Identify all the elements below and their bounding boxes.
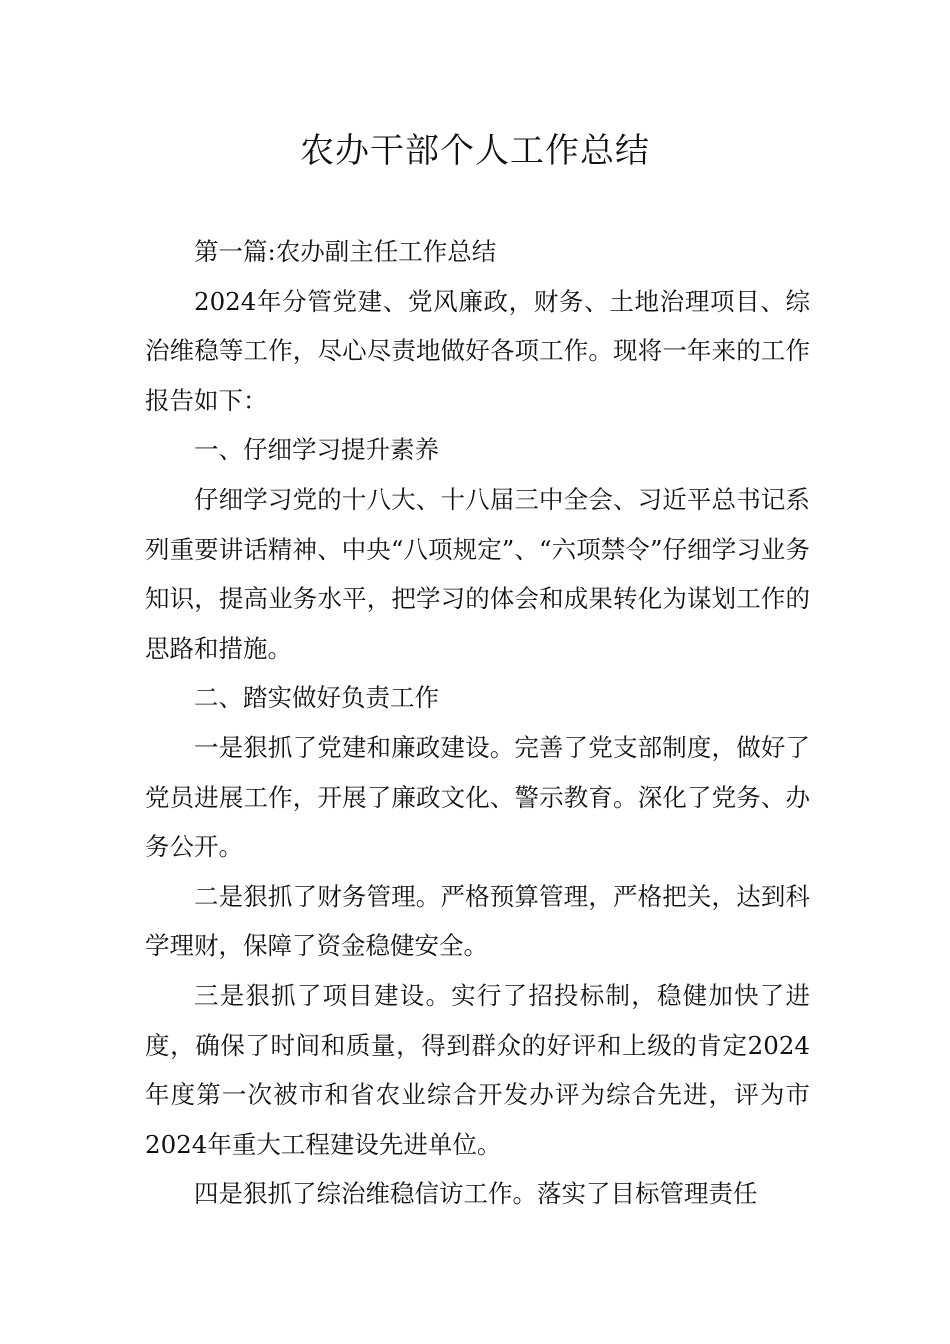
paragraph-projects: 三是狠抓了项目建设。实行了招投标制，稳健加快了进度，确保了时间和质量，得到群众的好评和上级的肯定2024年度第一次被市和省农业综合开发办评为综合先进，评为市2024年重大工程建设先进单位。 [145,980,810,1159]
paragraph-party-building: 一是狠抓了党建和廉政建设。完善了党支部制度，做好了党员进展工作，开展了廉政文化、警示教育。深化了党务、办务公开。 [145,732,810,862]
paragraph-intro: 2024年分管党建、党风廉政，财务、土地治理项目、综治维稳等工作，尽心尽责地做好各项工作。现将一年来的工作报告如下： [145,286,810,415]
paragraph-heading-study: 一、仔细学习提升素养 [194,435,439,465]
paragraph-stability: 四是狠抓了综治维稳信访工作。落实了目标管理责任 [194,1179,758,1209]
paragraph-heading-work: 二、踏实做好负责工作 [194,683,439,713]
paragraph-section-heading: 第一篇:农办副主任工作总结 [194,237,497,266]
paragraph-finance: 二是狠抓了财务管理。严格预算管理，严格把关，达到科学理财，保障了资金稳健安全。 [145,881,810,961]
document-body [145,227,810,1219]
paragraph-study: 仔细学习党的十八大、十八届三中全会、习近平总书记系列重要讲话精神、中央“八项规定”、“六项禁令”仔细学习业务知识，提高业务水平，把学习的体会和成果转化为谋划工作的思路和措施。 [145,484,810,663]
document-title: 农办干部个人工作总结 [300,131,650,171]
